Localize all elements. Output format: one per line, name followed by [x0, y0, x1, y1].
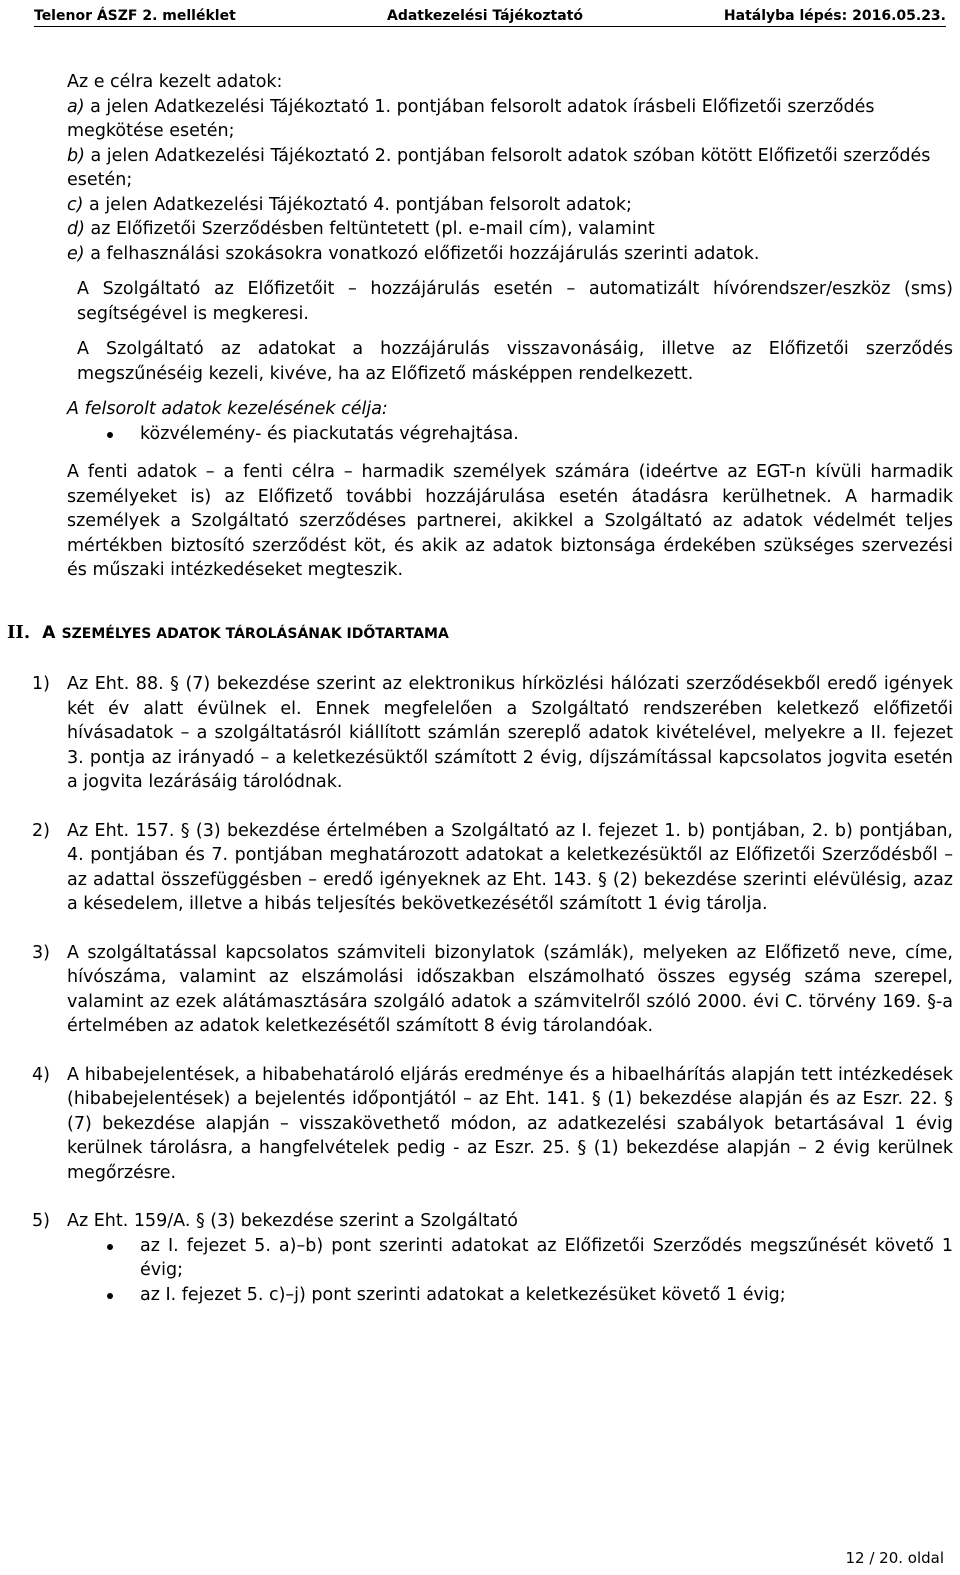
list-item: d) az Előfizetői Szerződésben feltüntetett (pl. e-mail cím), valamint — [67, 219, 655, 239]
list-item: közvélemény- és piackutatás végrehajtása. — [67, 422, 953, 447]
purpose-list — [67, 422, 953, 447]
page-content — [7, 70, 953, 1307]
item5-list — [67, 1234, 953, 1308]
section-title: SZEMÉLYES ADATOK TÁROLÁSÁNAK IDŐTARTAMA — [61, 625, 449, 642]
list-item: c) a jelen Adatkezelési Tájékoztató 4. pontjában felsorolt adatok; — [67, 194, 632, 215]
numbered-item-4: 4) A hibabejelentések, a hibabehatároló eljárás eredménye és a hibaelhárítás alapján tett intézkedések (hibabejelentések) a bejelentés időpontjától – az Eht. 141. § (1) bekezdése alapján és az Eszr. 22. § (7) bekezdése alapján – visszakövethető módon, az adatkezelési szabályok betartásával 1 évig kerülnek tárolásra, a hangfelvételek pedig - az Eszr. 25. § (1) bekezdése alapján – 2 évig kerülnek megőrzésre. — [32, 1064, 953, 1183]
bullet-icon — [107, 1244, 113, 1250]
header-document-title: Telenor ÁSZF 2. melléklet — [34, 8, 236, 24]
page-header — [34, 4, 946, 27]
list-item: a) a jelen Adatkezelési Tájékoztató 1. pontjában felsorolt adatok írásbeli Előfizetői szerződés megkötése esetén; — [67, 96, 875, 141]
list-item: e) a felhasználási szokásokra vonatkozó előfizetői hozzájárulás szerinti adatok. — [67, 243, 760, 264]
list-item: az I. fejezet 5. a)–b) pont szerinti adatokat az Előfizetői Szerződés megszűnését követő 1 évig; — [67, 1234, 953, 1283]
bullet-icon — [107, 1293, 113, 1299]
intro-block — [67, 70, 953, 266]
numbered-item-1: 1) Az Eht. 88. § (7) bekezdése szerint az elektronikus hírközlési hálózati szerződésekből eredő igények két év alatt évülnek el. Ennek megfelelően a Szolgáltató rendszerében keletkező előfizetői hívásadatok – a szolgáltatásról kiállított számlán szereplő adatok kivételével, melyekre a II. fejezet 3. pontja az irányadó – a keletkezésüktől számított 2 évig, díjszámítással kapcsolatos jogvita esetén a jogvita lezárásáig tárolódnak. — [32, 674, 953, 792]
paragraph-retention: A Szolgáltató az adatokat a hozzájárulás visszavonásáig, illetve az Előfizetői szerződés megszűnéséig kezeli, kivéve, ha az Előfizető másképpen rendelkezett. — [77, 339, 953, 384]
intro-list — [67, 95, 953, 267]
section-number: II. — [7, 621, 31, 643]
header-effective-date: Hatályba lépés: 2016.05.23. — [723, 8, 946, 24]
numbered-item-3: 3) A szolgáltatással kapcsolatos számviteli bizonylatok (számlák), melyeken az Előfizető neve, címe, hívószáma, valamint az elszámolási időszakban elszámolható összes egység száma szerepel, valamint az ezek alátámasztására szolgáló adatok a számvitelről szóló 2000. évi C. törvény 169. §-a értelmében az adatok keletkezésétől számított 8 évig tárolandóak. — [32, 942, 953, 1036]
list-item: b) a jelen Adatkezelési Tájékoztató 2. pontjában felsorolt adatok szóban kötött Előfizetői szerződés esetén; — [67, 145, 931, 190]
purpose-heading: A felsorolt adatok kezelésének célja: — [67, 399, 388, 419]
section-title-initial: A — [42, 622, 56, 643]
page-number: 12 / 20. oldal — [845, 1549, 944, 1567]
paragraph-automated-contact: A Szolgáltató az Előfizetőit – hozzájárulás esetén – automatizált hívórendszer/eszköz (sms) segítségével is megkeresi. — [77, 279, 953, 324]
intro-heading: Az e célra kezelt adatok: — [67, 72, 283, 92]
header-section-title: Adatkezelési Tájékoztató — [387, 8, 584, 24]
numbered-item-5: 5) Az Eht. 159/A. § (3) bekezdése szerint a Szolgáltató az I. fejezet 5. a)–b) pont szerinti adatokat az Előfizetői Szerződés megszűnését követő 1 évig; az I. fejezet 5. c)–j) pont szerinti adatokat a keletkezésüket követő 1 évig; — [67, 1209, 953, 1307]
paragraph-third-parties: A fenti adatok – a fenti célra – harmadik személyek számára (ideértve az EGT-n kívüli harmadik személyeket is) az Előfizető további hozzájárulása esetén átadásra kerülhetnek. A harmadik személyek a Szolgáltató szerződéses partnerei, akikkel a Szolgáltató az adatok védelmét teljes mértékben biztosító szerződést köt, és akik az adatok biztonsága érdekében szükséges szervezési és műszaki intézkedéseket megteszik. — [67, 462, 953, 580]
list-item: az I. fejezet 5. c)–j) pont szerinti adatokat a keletkezésüket követő 1 évig; — [67, 1283, 953, 1308]
bullet-icon — [107, 432, 113, 438]
section-heading — [7, 621, 953, 647]
numbered-item-2: 2) Az Eht. 157. § (3) bekezdése értelmében a Szolgáltató az I. fejezet 1. b) pontjában, 2. b) pontjában, 4. pontjában és 7. pontjában meghatározott adatokat a keletkezésüktől az Előfizetői Szerződésből – az adattal összefüggésben – eredő igényeknek az Eht. 143. § (2) bekezdése szerinti elévülésig, azaz a késedelem, illetve a hibás teljesítés bekövetkezésétől számított 1 évig tárolja. — [32, 820, 953, 914]
